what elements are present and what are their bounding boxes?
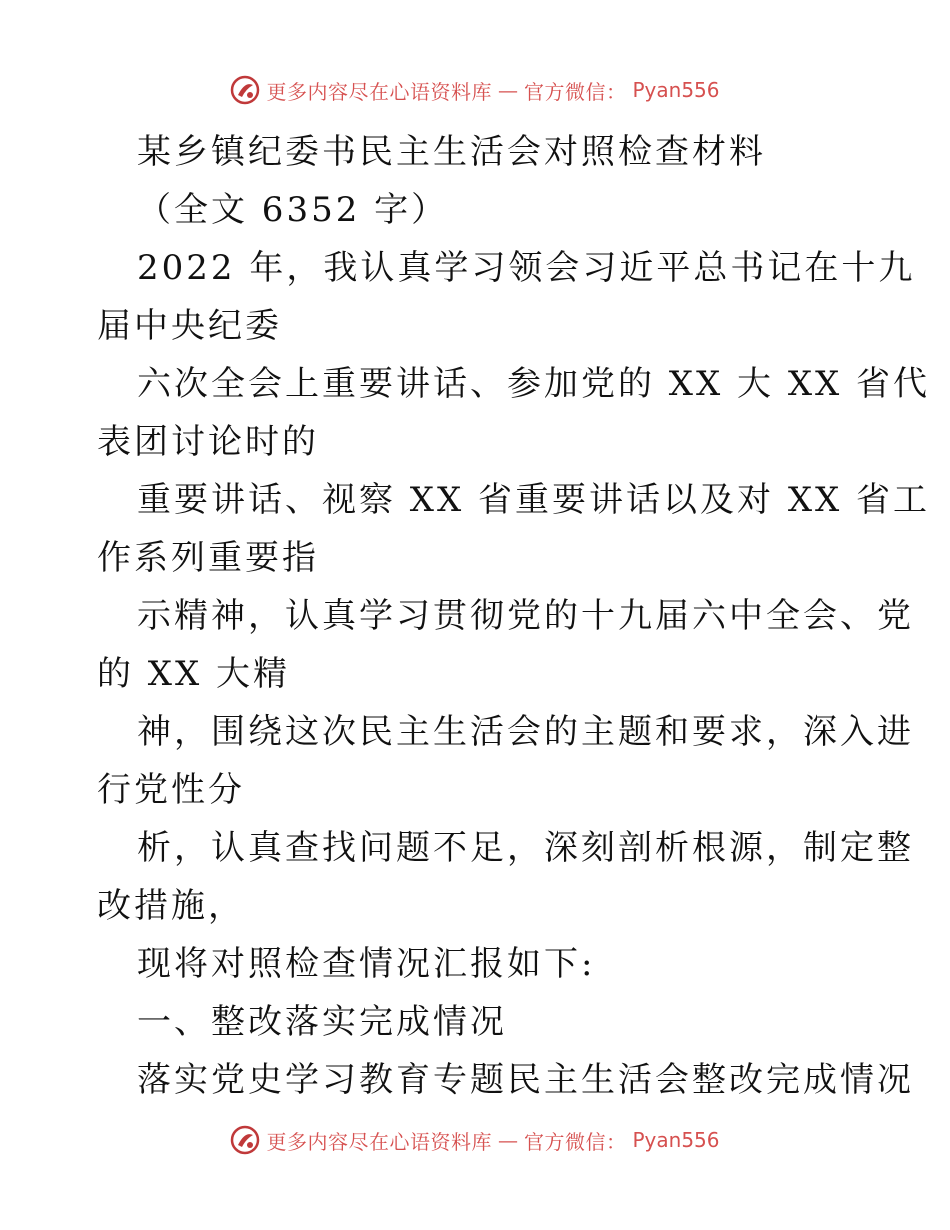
watermark-text: 更多内容尽在心语资料库 <box>266 1129 492 1154</box>
text-line: 行党性分 <box>97 770 245 810</box>
text-line: 神，围绕这次民主生活会的主题和要求，深入进 <box>137 712 914 752</box>
text-line: 作系列重要指 <box>97 538 319 578</box>
logo-icon <box>230 1125 260 1155</box>
text-line: 改措施， <box>97 886 245 926</box>
header-watermark <box>0 70 950 110</box>
watermark-separator: — <box>497 78 518 102</box>
watermark-separator: — <box>497 1128 518 1152</box>
text-line: 重要讲话、视察 XX 省重要讲话以及对 XX 省工 <box>137 480 931 520</box>
logo-icon <box>230 75 260 105</box>
text-line: 2022 年，我认真学习领会习近平总书记在十九 <box>137 248 916 288</box>
text-line: 届中央纪委 <box>97 306 282 346</box>
text-line: 表团讨论时的 <box>97 422 319 462</box>
watermark-text: 更多内容尽在心语资料库 <box>266 79 492 104</box>
text-line: 的 XX 大精 <box>97 654 291 694</box>
text-line: 现将对照检查情况汇报如下: <box>137 944 596 984</box>
word-count: （全文 6352 字） <box>137 190 449 230</box>
footer-watermark <box>0 1120 950 1160</box>
document-body <box>97 123 931 1109</box>
text-line: 六次全会上重要讲话、参加党的 XX 大 XX 省代 <box>137 364 931 404</box>
text-line: 示精神，认真学习贯彻党的十九届六中全会、党 <box>137 596 914 636</box>
watermark-handle: Pyan556 <box>632 78 720 102</box>
watermark-handle: Pyan556 <box>632 1128 720 1152</box>
watermark-wechat-label: 官方微信： <box>523 79 627 104</box>
text-line: 析，认真查找问题不足，深刻剖析根源，制定整 <box>137 828 914 868</box>
text-line: 落实党史学习教育专题民主生活会整改完成情况 <box>137 1060 914 1100</box>
watermark-wechat-label: 官方微信： <box>523 1129 627 1154</box>
section-heading: 一、整改落实完成情况 <box>137 1002 507 1042</box>
document-title: 某乡镇纪委书民主生活会对照检查材料 <box>137 132 766 172</box>
